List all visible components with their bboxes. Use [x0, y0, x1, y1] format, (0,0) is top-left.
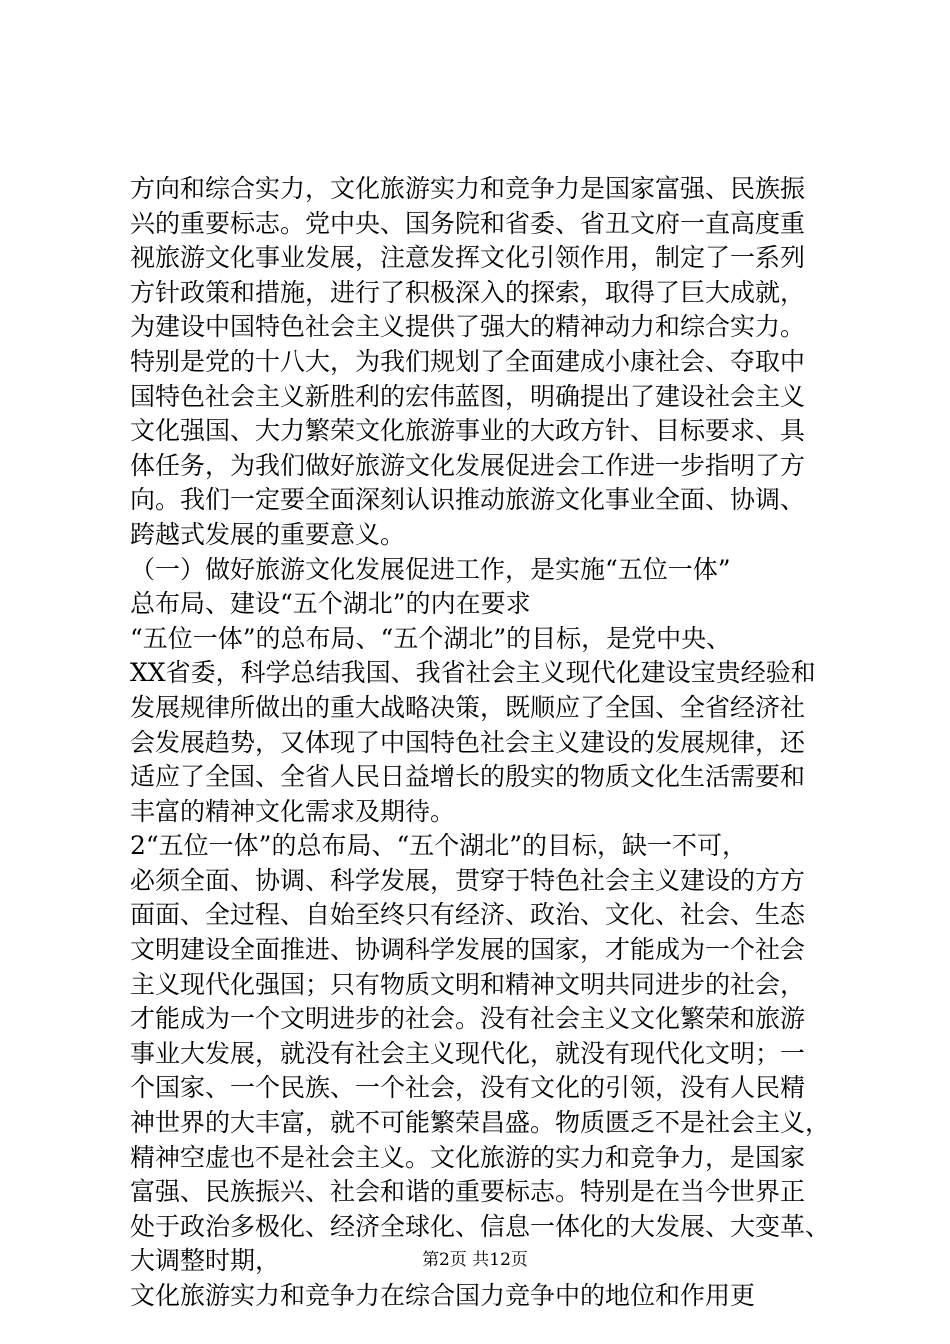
text-line: 适应了全国、全省人民日益增长的殷实的物质文化生活需要和 — [130, 762, 806, 792]
text-line: XX省委，科学总结我国、我省社会主义现代化建设宝贵经验和 — [130, 658, 816, 688]
text-line: 文化旅游实力和竞争力在综合国力竞争中的地位和作用更 — [130, 1281, 756, 1310]
text-line: 必须全面、协调、科学发展，贯穿于特色社会主义建设的方方 — [130, 865, 806, 895]
text-line: 特别是党的十八大，为我们规划了全面建成小康社会、夺取中 — [130, 346, 806, 376]
text-line: 精神空虚也不是社会主义。文化旅游的实力和竞争力，是国家 — [130, 1142, 806, 1172]
text-line: 文化强国、大力繁荣文化旅游事业的大政方针、目标要求、具 — [130, 416, 806, 446]
text-line: 向。我们一定要全面深刻认识推动旅游文化事业全面、协调、 — [130, 485, 806, 515]
body-text — [130, 172, 830, 1314]
text-line: 国特色社会主义新胜利的宏伟蓝图，明确提出了建设社会主义 — [130, 381, 806, 411]
text-line: 发展规律所做出的重大战略决策，既顺应了全国、全省经济社 — [130, 692, 806, 722]
text-line: 跨越式发展的重要意义。 — [130, 519, 406, 549]
text-line: 体任务，为我们做好旅游文化发展促进会工作进一步指明了方 — [130, 450, 806, 480]
text-line: “五位一体”的总布局、“五个湖北”的目标，是党中央、 — [130, 623, 732, 653]
text-line: 会发展趋势，又体现了中国特色社会主义建设的发展规律，还 — [130, 727, 806, 757]
text-line: 事业大发展，就没有社会主义现代化，就没有现代化文明；一 — [130, 1038, 806, 1068]
text-line: 个国家、一个民族、一个社会，没有文化的引领，没有人民精 — [130, 1073, 806, 1103]
text-line: 面面、全过程、自始至终只有经济、政治、文化、社会、生态 — [130, 900, 806, 930]
section-heading-line: 总布局、建设“五个湖北”的内在要求 — [130, 589, 531, 619]
text-line: 才能成为一个文明进步的社会。没有社会主义文化繁荣和旅游 — [130, 1004, 806, 1034]
text-line: 丰富的精神文化需求及期待。 — [130, 796, 456, 826]
text-line: 2“五位一体”的总布局、“五个湖北”的目标，缺一不可， — [130, 831, 748, 861]
text-line: 方针政策和措施，进行了积极深入的探索，取得了巨大成就， — [130, 277, 806, 307]
text-line: 为建设中国特色社会主义提供了强大的精神动力和综合实力。 — [130, 312, 806, 342]
text-line: 大调整时期， — [130, 1246, 281, 1276]
text-line: 富强、民族振兴、社会和谐的重要标志。特别是在当今世界正 — [130, 1177, 806, 1207]
text-line: 文明建设全面推进、协调科学发展的国家，才能成为一个社会 — [130, 935, 806, 965]
section-heading-line: （一）做好旅游文化发展促进工作，是实施“五位一体” — [130, 554, 731, 584]
text-line: 处于政治多极化、经济全球化、信息一体化的大发展、大变革、 — [130, 1211, 830, 1241]
text-line: 方向和综合实力，文化旅游实力和竞争力是国家富强、民族振 — [130, 174, 806, 203]
text-line: 视旅游文化事业发展，注意发挥文化引领作用，制定了一系列 — [130, 243, 806, 273]
text-line: 兴的重要标志。党中央、国务院和省委、省丑文府一直高度重 — [130, 208, 806, 238]
text-line: 神世界的大丰富，就不可能繁荣昌盛。物质匮乏不是社会主义， — [130, 1108, 830, 1138]
text-line: 主义现代化强国；只有物质文明和精神文明共同进步的社会， — [130, 969, 806, 999]
page-number-footer: 第2页 共12页 — [422, 1250, 528, 1270]
